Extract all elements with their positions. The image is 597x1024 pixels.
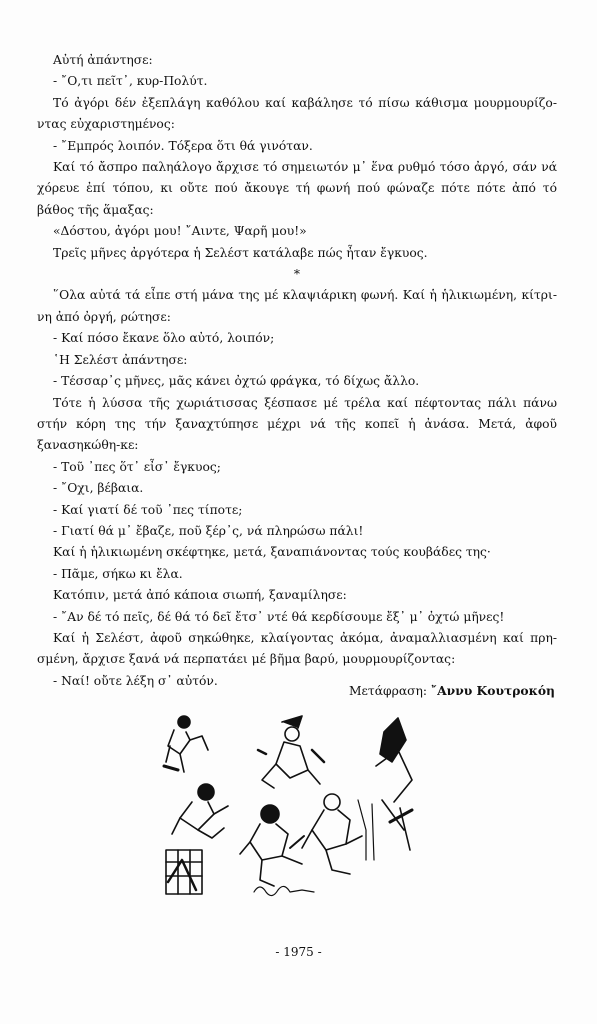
paragraph: - Τέσσαρ᾿ς μῆνες, μᾶς κάνει ὀχτώ φράγκα, τό δίχως ἄλλο. [53,374,420,389]
paragraph: «Δόστου, ἀγόρι μου! ῎Αιντε, Ψαρῆ μου!» [53,224,307,239]
paragraph: - Τοῦ ᾿πες ὅτ᾿ εἶσ᾿ ἔγκυος; [53,459,221,474]
paragraph: - ῎Ο,τι πεῖτ᾿, κυρ-Πολύτ. [53,74,208,89]
paragraph: - Ναί! οὔτε λέξη σ᾿ αὐτόν. [53,673,218,688]
paragraph: ῞Ολα αὐτά τά εἶπε στή μάνα της μέ κλαψιάρικη φωνή. Καί ἡ ἡλικιωμένη, κίτρι-νη ἀπό ὀργή, ρώτησε: [37,288,557,324]
paragraph: Κατόπιν, μετά ἀπό κάποια σιωπή, ξαναμίλησε: [53,588,347,603]
paragraph: - Καί πόσο ἔκανε ὅλο αὐτό, λοιπόν; [53,331,275,346]
paragraph: Αὐτή ἀπάντησε: [53,53,153,67]
paragraph: Τρεῖς μῆνες ἀργότερα ἡ Σελέστ κατάλαβε πώς ἦταν ἔγκυος. [53,245,428,260]
paragraph: Καί τό ἄσπρο παληάλογο ἄρχισε τό σημειωτόν μ᾿ ἕνα ρυθμό τόσο ἀργό, σάν νά χόρευε ἐπί τόπου, κι οὔτε πού ἄκουγε τή φωνή πού φώναζε πότε πότε ἀπό τό βάθος τῆς ἅμαξας: [37,160,557,217]
paragraph: - ῎Εμπρός λοιπόν. Τόξερα ὅτι θά γινόταν. [53,138,313,153]
translator-credit [349,683,555,698]
section-divider: * [293,267,301,282]
ink-sketch-illustration [162,710,417,915]
story-text [37,50,557,692]
paragraph: Καί ἡ ἡλικιωμένη σκέφτηκε, μετά, ξαναπιάνοντας τούς κουβάδες της· [53,545,491,560]
paragraph: - Γιατί θά μ᾿ ἔβαζε, ποῦ ξέρ᾿ς, νά πληρώσω πάλι! [53,523,364,538]
paragraph: ῾Η Σελέστ ἀπάντησε: [53,352,188,367]
paragraph: - ῎Αν δέ τό πεῖς, δέ θά τό δεῖ ἔτσ᾿ ντέ θά κερδίσουμε ἔξ᾿ μ᾿ ὀχτώ μῆνες! [53,609,505,624]
paragraph: Τό ἀγόρι δέν ἐξεπλάγη καθόλου καί καβάλησε τό πίσω κάθισμα μουρμουρίζο-ντας εὐχαριστημένος: [37,95,557,132]
credit-label: Μετάφραση: [348,684,428,698]
paragraph: Τότε ἡ λύσσα τῆς χωριάτισσας ξέσπασε μέ τρέλα καί πέφτοντας πάλι πάνω στήν κόρη της τήν ξαναχτύπησε μέχρι νά τῆς κοπεῖ ἡ ἀνάσα. Μετά, ἀφοῦ ξανασηκώθη-κε: [37,395,557,453]
translator-name: ῎Αννυ Κουτροκόη [430,683,555,698]
paragraph: - Καί γιατί δέ τοῦ ᾿πες τίποτε; [53,502,243,517]
paragraph: - Πᾶμε, σήκω κι ἔλα. [53,566,183,581]
paragraph: - ῎Οχι, βέβαια. [53,481,144,496]
page-number: - 1975 - [275,945,322,959]
paragraph: Καί ἡ Σελέστ, ἀφοῦ σηκώθηκε, κλαίγοντας ἀκόμα, ἀναμαλλιασμένη καί πρη-σμένη, ἄρχισε ξανά νά περπατάει μέ βῆμα βαρύ, μουρμουρίζοντας: [37,630,557,667]
